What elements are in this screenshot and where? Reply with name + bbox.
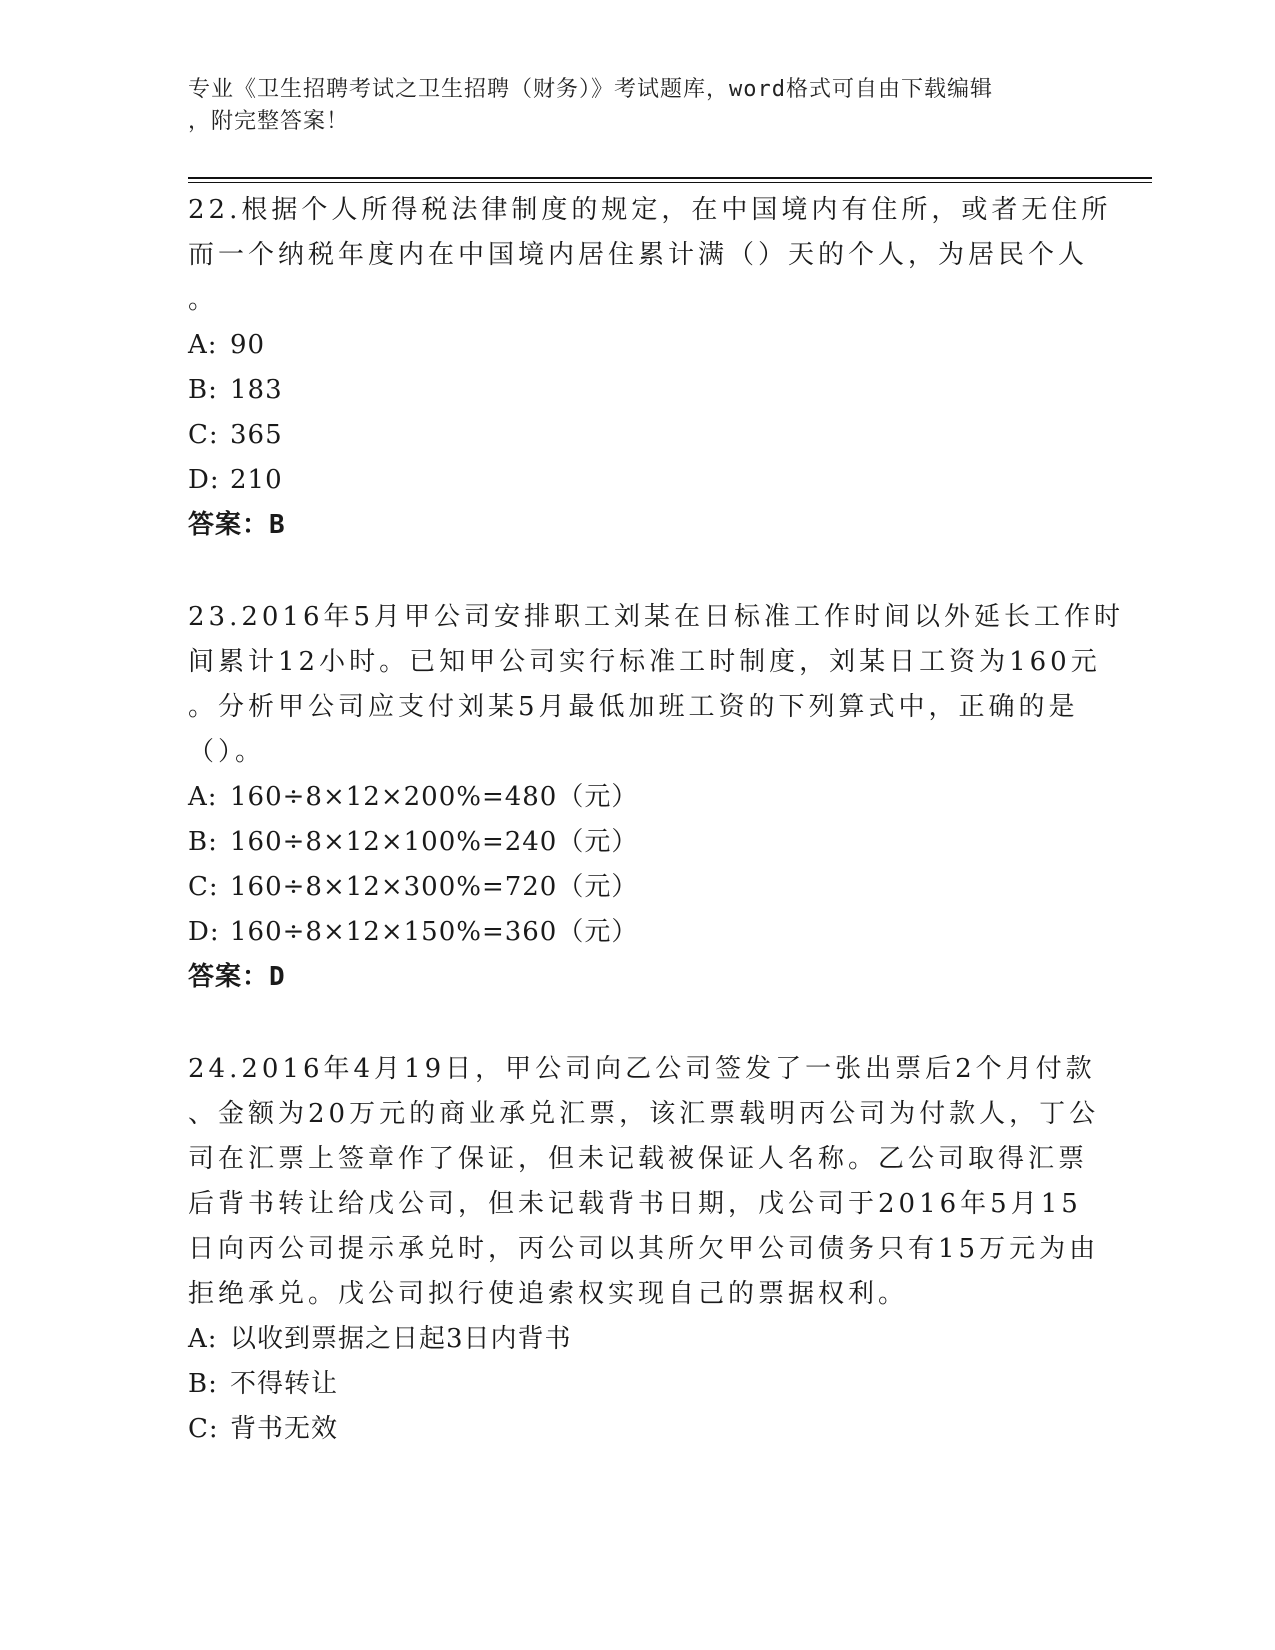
spacer bbox=[188, 548, 1088, 595]
stem-line: 。分析甲公司应支付刘某5月最低加班工资的下列算式中，正确的是 bbox=[188, 692, 1079, 722]
stem-line: 24.2016年4月19日，甲公司向乙公司签发了一张出票后2个月付款 bbox=[188, 1054, 1096, 1084]
option-letter: B: bbox=[188, 1369, 218, 1399]
answer-label: 答案：D bbox=[188, 962, 286, 992]
option-text: 210 bbox=[230, 465, 283, 495]
stem-line: 拒绝承兑。戊公司拟行使追索权实现自己的票据权利。 bbox=[188, 1279, 909, 1309]
option-letter: C: bbox=[188, 872, 219, 902]
option-text: 背书无效 bbox=[230, 1414, 339, 1444]
spacer bbox=[188, 1000, 1088, 1047]
stem-line: 后背书转让给戊公司，但未记载背书日期，戊公司于2016年5月15 bbox=[188, 1189, 1082, 1219]
question-22 bbox=[188, 188, 1112, 548]
answer-label: 答案：B bbox=[188, 510, 286, 540]
option-letter: D: bbox=[188, 917, 220, 947]
option-c bbox=[188, 413, 1088, 458]
option-c bbox=[188, 865, 1088, 910]
option-b bbox=[188, 368, 1088, 413]
option-text: 160÷8×12×150%=360（元） bbox=[230, 917, 639, 947]
header-line-2: ，附完整答案！ bbox=[188, 109, 350, 134]
option-letter: D: bbox=[188, 465, 220, 495]
header-line-1: 专业《卫生招聘考试之卫生招聘（财务）》考试题库，word格式可自由下载编辑 bbox=[188, 77, 993, 102]
option-d bbox=[188, 910, 1088, 955]
question-23 bbox=[188, 595, 1125, 1000]
stem-line: 而一个纳税年度内在中国境内居住累计满（）天的个人，为居民个人 bbox=[188, 240, 1089, 270]
stem-line: （）。 bbox=[188, 737, 266, 767]
option-text: 160÷8×12×100%=240（元） bbox=[230, 827, 639, 857]
option-c bbox=[188, 1407, 1088, 1452]
option-letter: A: bbox=[188, 782, 218, 812]
option-letter: B: bbox=[188, 375, 218, 405]
option-text: 以收到票据之日起3日内背书 bbox=[230, 1324, 572, 1354]
option-a bbox=[188, 1317, 1088, 1362]
question-24 bbox=[188, 1047, 1100, 1452]
stem-line: 间累计12小时。已知甲公司实行标准工时制度，刘某日工资为160元 bbox=[188, 647, 1101, 677]
option-b bbox=[188, 1362, 1088, 1407]
header-divider-thin bbox=[188, 182, 1152, 183]
document-header bbox=[188, 74, 1088, 138]
question-stem bbox=[188, 188, 1112, 323]
question-stem bbox=[188, 595, 1125, 775]
option-b bbox=[188, 820, 1088, 865]
option-text: 365 bbox=[230, 420, 283, 450]
stem-line: 司在汇票上签章作了保证，但未记载被保证人名称。乙公司取得汇票 bbox=[188, 1144, 1089, 1174]
option-letter: A: bbox=[188, 330, 218, 360]
stem-line: 日向丙公司提示承兑时，丙公司以其所欠甲公司债务只有15万元为由 bbox=[188, 1234, 1100, 1264]
option-letter: C: bbox=[188, 420, 219, 450]
question-stem bbox=[188, 1047, 1100, 1317]
stem-line: 。 bbox=[188, 285, 219, 315]
stem-line: 23.2016年5月甲公司安排职工刘某在日标准工作时间以外延长工作时 bbox=[188, 602, 1125, 632]
option-text: 不得转让 bbox=[230, 1369, 339, 1399]
option-letter: C: bbox=[188, 1414, 219, 1444]
option-a bbox=[188, 775, 1088, 820]
stem-line: 、金额为20万元的商业承兑汇票，该汇票载明丙公司为付款人，丁公 bbox=[188, 1099, 1100, 1129]
option-text: 160÷8×12×200%=480（元） bbox=[230, 782, 639, 812]
option-letter: A: bbox=[188, 1324, 218, 1354]
option-text: 160÷8×12×300%=720（元） bbox=[230, 872, 639, 902]
option-text: 183 bbox=[230, 375, 283, 405]
option-letter: B: bbox=[188, 827, 218, 857]
option-d bbox=[188, 458, 1088, 503]
option-a bbox=[188, 323, 1088, 368]
option-text: 90 bbox=[230, 330, 266, 360]
header-divider-thick bbox=[188, 177, 1152, 179]
stem-line: 22.根据个人所得税法律制度的规定，在中国境内有住所，或者无住所 bbox=[188, 195, 1112, 225]
question-list bbox=[188, 188, 1125, 1452]
